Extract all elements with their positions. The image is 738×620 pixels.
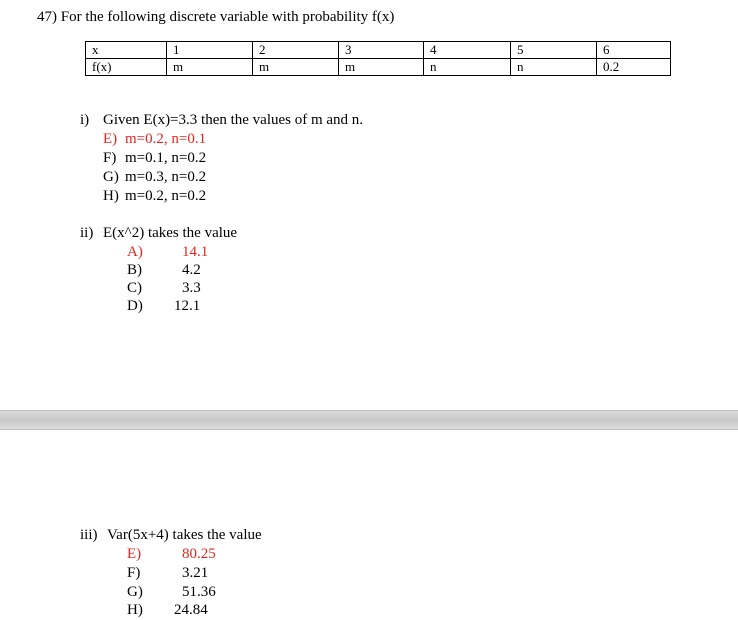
option-text: 80.25 [182,546,216,562]
table-cell: m [253,59,339,76]
part3-label: iii) [80,527,98,543]
option-text: 3.3 [182,280,201,296]
option-text: 14.1 [182,244,209,260]
option-text: m=0.3, n=0.2 [125,169,207,185]
option-letter: H) [127,602,143,618]
table-cell: 0.2 [597,59,671,76]
part2-prompt: E(x^2) takes the value [103,225,238,241]
option-letter: G) [103,169,119,185]
page-separator [0,410,738,430]
table-cell: m [339,59,424,76]
option-text: 4.2 [182,262,201,278]
option-letter: E) [103,131,118,147]
part1-label: i) [80,112,90,128]
table-cell: 2 [253,42,339,59]
part3-prompt: Var(5x+4) takes the value [107,527,262,543]
option-letter: A) [127,244,143,260]
option-letter: G) [127,584,143,600]
table-cell: x [86,42,167,59]
option-text: 12.1 [174,298,201,314]
option-text: m=0.2, n=0.2 [125,188,207,204]
table-row-fx [86,59,671,76]
table-cell: n [511,59,597,76]
table-row-x [86,42,671,59]
question-title: 47) For the following discrete variable with probability f(x) [37,9,395,25]
part1-prompt: Given E(x)=3.3 then the values of m and n. [103,112,364,128]
option-letter: F) [127,565,141,581]
table-cell: f(x) [86,59,167,76]
option-text: 51.36 [182,584,216,600]
probability-table [85,41,671,76]
page-two [0,430,738,620]
table-cell: 1 [167,42,253,59]
option-letter: D) [127,298,143,314]
option-text: m=0.2, n=0.1 [125,131,207,147]
table-cell: 5 [511,42,597,59]
option-text: m=0.1, n=0.2 [125,150,207,166]
table-cell: m [167,59,253,76]
option-letter: C) [127,280,142,296]
table-cell: 6 [597,42,671,59]
option-text: 3.21 [182,565,209,581]
option-letter: E) [127,546,142,562]
option-text: 24.84 [174,602,208,618]
option-letter: H) [103,188,119,204]
table-cell: n [424,59,511,76]
option-letter: B) [127,262,142,278]
table-cell: 4 [424,42,511,59]
option-letter: F) [103,150,117,166]
table-cell: 3 [339,42,424,59]
part2-label: ii) [80,225,94,241]
